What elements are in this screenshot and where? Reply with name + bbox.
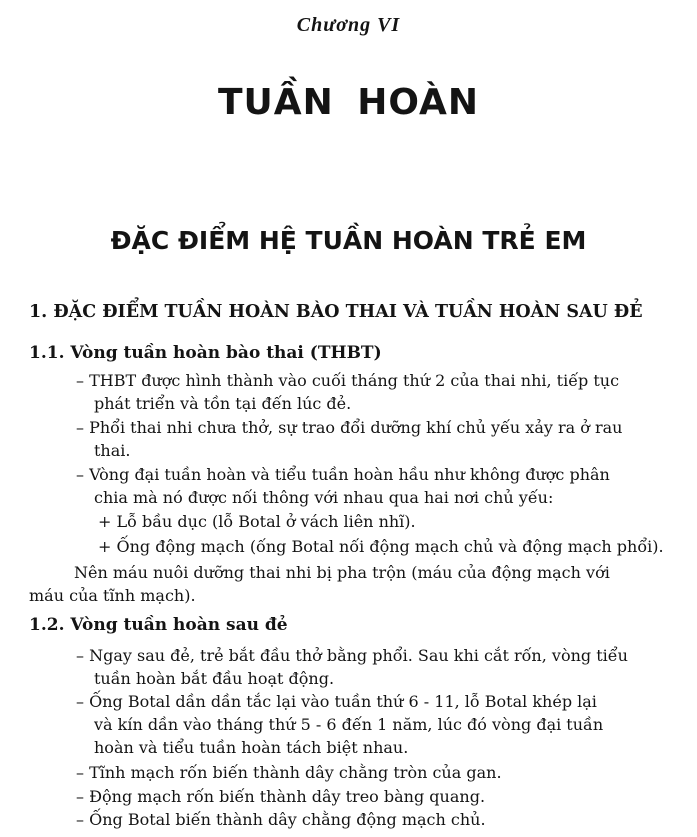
list-item: – Vòng đại tuần hoàn và tiểu tuần hoàn hầu như không được phân xyxy=(76,465,610,484)
list-item-continuation: chia mà nó được nối thông với nhau qua hai nơi chủ yếu: xyxy=(94,488,554,507)
chapter-title: TUẦN HOÀN xyxy=(217,82,480,123)
list-item: – Động mạch rốn biến thành dây treo bàng quang. xyxy=(76,787,486,806)
list-item-continuation: phát triển và tồn tại đến lúc đẻ. xyxy=(94,394,352,413)
list-item: – Tĩnh mạch rốn biến thành dây chằng tròn của gan. xyxy=(76,763,502,782)
heading-1-2: 1.2. Vòng tuần hoàn sau đẻ xyxy=(29,615,288,635)
list-item-continuation: thai. xyxy=(94,441,131,460)
list-item-continuation: hoàn và tiểu tuần hoàn tách biệt nhau. xyxy=(94,738,409,757)
paragraph: Nên máu nuôi dưỡng thai nhi bị pha trộn (máu của động mạch với xyxy=(74,563,610,582)
list-item: – Ngay sau đẻ, trẻ bắt đầu thở bằng phổi. Sau khi cắt rốn, vòng tiểu xyxy=(76,646,628,665)
list-item-continuation: tuần hoàn bắt đầu hoạt động. xyxy=(94,669,335,688)
sub-list-item: + Lỗ bầu dục (lỗ Botal ở vách liên nhĩ). xyxy=(98,512,416,531)
list-item: – Phổi thai nhi chưa thở, sự trao đổi dưỡng khí chủ yếu xảy ra ở rau xyxy=(76,418,623,437)
list-item: – Ống Botal biến thành dây chằng động mạch chủ. xyxy=(76,810,486,829)
list-item: – Ống Botal dần dần tắc lại vào tuần thứ 6 - 11, lỗ Botal khép lại xyxy=(76,692,597,711)
list-item: – THBT được hình thành vào cuối tháng thứ 2 của thai nhi, tiếp tục xyxy=(76,371,620,390)
paragraph-continuation: máu của tĩnh mạch). xyxy=(29,586,196,605)
sub-list-item: + Ống động mạch (ống Botal nối động mạch chủ và động mạch phổi). xyxy=(98,537,664,556)
heading-1: 1. ĐẶC ĐIỂM TUẦN HOÀN BÀO THAI VÀ TUẦN HOÀN SAU ĐẺ xyxy=(29,302,643,322)
section-title: ĐẶC ĐIỂM HỆ TUẦN HOÀN TRẺ EM xyxy=(110,226,587,255)
list-item-continuation: và kín dần vào tháng thứ 5 - 6 đến 1 năm, lúc đó vòng đại tuần xyxy=(94,715,604,734)
chapter-label: Chương VI xyxy=(296,14,401,36)
heading-1-1: 1.1. Vòng tuần hoàn bào thai (THBT) xyxy=(29,343,382,363)
